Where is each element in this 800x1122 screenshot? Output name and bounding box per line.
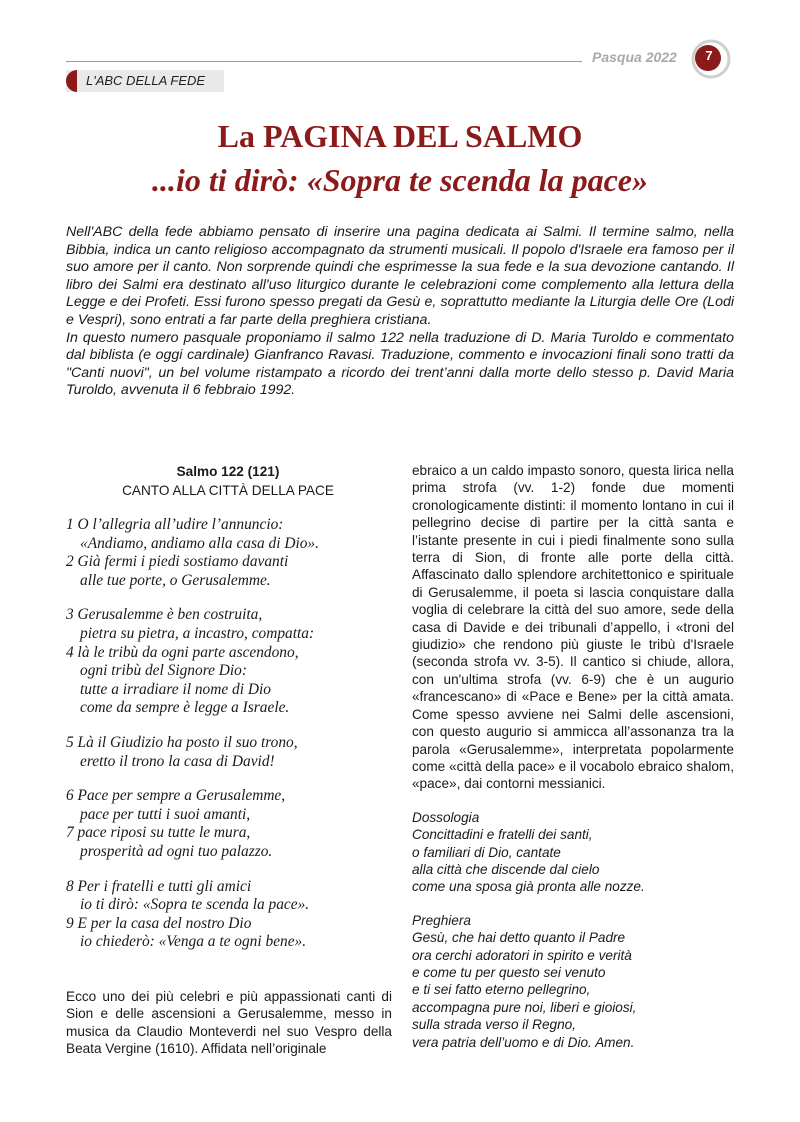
psalm-line: alle tue porte, o Gerusalemme.: [80, 571, 271, 589]
prayer-title: Preghiera: [412, 912, 471, 928]
issue-label: Pasqua 2022: [592, 49, 677, 65]
right-column: [412, 462, 734, 1051]
prayer-line: ora cerchi adoratori in spirito e verità: [412, 947, 632, 963]
section-label: L'ABC DELLA FEDE: [86, 73, 206, 88]
doxology: [412, 809, 734, 896]
doxology-line: alla città che discende dal cielo: [412, 861, 600, 877]
prayer-line: e come tu per questo sei venuto: [412, 964, 606, 980]
section-tab-marker: [66, 70, 77, 92]
stanza-gap: [66, 771, 396, 787]
doxology-line: come una sposa già pronta alle nozze.: [412, 879, 645, 895]
psalm-line: 2 Già fermi i piedi sostiamo davanti: [66, 553, 289, 571]
prayer: [412, 912, 734, 1051]
prayer-line: e ti sei fatto eterno pellegrino,: [412, 982, 591, 998]
psalm-subheading: CANTO ALLA CITTÀ DELLA PACE: [122, 483, 334, 498]
psalm-heading: Salmo 122 (121): [176, 464, 280, 479]
doxology-line: o familiari di Dio, cantate: [412, 844, 561, 860]
psalm-text: [66, 516, 396, 952]
prayer-line: Gesù, che hai detto quanto il Padre: [412, 930, 626, 946]
psalm-line: eretto il trono la casa di David!: [80, 752, 275, 770]
psalm-line: 7 pace riposi su tutte le mura,: [66, 824, 251, 842]
psalm-line: 4 là le tribù da ogni parte ascendono,: [66, 643, 299, 661]
psalm-line: 5 Là il Giudizio ha posto il suo trono,: [66, 733, 298, 751]
prayer-line: vera patria dell’uomo e di Dio. Amen.: [412, 1034, 635, 1050]
page-subtitle: ...io ti dirò: «Sopra te scenda la pace»: [152, 162, 648, 198]
commentary-continued: ebraico a un caldo impasto sonoro, questa lirica nella prima strofa (vv. 1-2) fonde due momenti cronologicamente distinti: il momento lontano in cui il pellegrino decise di partire per la città santa e l’istante presente in cui i piedi finalmente sono sulla terra di Sion, di fronte alle porte della città. Affascinato dallo splendore architettonico e spirituale di Gerusalemme, il poeta si lascia conquistare dalla voglia di celebrare la città del suo amore, sede della casa di Davide e dei tribunali d’appello, i «troni del giudizio» che rendono più giuste le tribù d'Israele (seconda strofa vv. 3-5). Il cantico si chiude, allora, con un'ultima strofa (vv. 6-9) che è un augurio «francescano» di «Pace e Bene» per la città amata. Come spesso avviene nei Salmi delle ascensioni, con questo augurio si ammicca all’assonanza tra la parola «Gerusalemme», interpretata popolarmente come «città della pace» e il vocabolo ebraico shalom, «pace», dai contorni messianici.: [412, 463, 734, 792]
psalm-line: tutte a irradiare il nome di Dio: [80, 680, 271, 698]
intro-paragraph: In questo numero pasquale proponiamo il salmo 122 nella traduzione di D. Maria Turoldo e commentato dal biblista (e oggi cardinale) Gianfranco Ravasi. Traduzione, commento e invocazioni finali sono tratti da "Canti nuovi", un bel volume ristampato a ricordo dei trent’anni dalla morte dello stesso p. David Maria Turoldo, avvenuta il 6 febbraio 1992.: [66, 329, 734, 399]
psalm-line: 8 Per i fratelli e tutti gli amici: [66, 877, 252, 895]
psalm-line: io ti dirò: «Sopra te scenda la pace».: [80, 896, 310, 914]
intro-paragraph: Nell'ABC della fede abbiamo pensato di inserire una pagina dedicata ai Salmi. Il termine salmo, nella Bibbia, indica un canto religioso accompagnato da strumenti musicali. Il popolo d'Israele era famoso per il suo amore per il canto. Non sorprende quindi che esprimesse la sua fede e la sua devozione cantando. Il libro dei Salmi era destinato all'uso liturgico durante le celebrazioni come complemento alla lettura della Legge e dei Profeti. Essi furono spesso pregati da Gesù e, soprattutto mediante la Liturgia delle Ore (Lodi e Vespri), sono entrati a far parte della preghiera cristiana.: [66, 224, 734, 328]
psalm-line: come da sempre è legge a Israele.: [80, 699, 290, 717]
doxology-line: Concittadini e fratelli dei santi,: [412, 827, 593, 843]
prayer-line: accompagna pure noi, liberi e gioiosi,: [412, 999, 637, 1015]
psalm-line: 9 E per la casa del nostro Dio: [66, 914, 252, 932]
stanza-gap: [66, 862, 396, 878]
psalm-line: 1 O l’allegria all’udire l’annuncio:: [66, 516, 284, 533]
page-number: 7: [705, 48, 713, 63]
psalm-line: io chiederò: «Venga a te ogni bene».: [80, 933, 307, 951]
psalm-line: 6 Pace per sempre a Gerusalemme,: [66, 787, 286, 805]
psalm-line: «Andiamo, andiamo alla casa di Dio».: [80, 534, 319, 552]
stanza-gap: [66, 590, 396, 606]
intro-text: [66, 224, 734, 400]
psalm-line: 3 Gerusalemme è ben costruita,: [66, 606, 263, 624]
psalm-line: prosperità ad ogni tuo palazzo.: [80, 842, 273, 860]
psalm-heading-block: [66, 462, 390, 500]
page-title: La PAGINA DEL SALMO: [217, 118, 583, 154]
doxology-title: Dossologia: [412, 809, 480, 825]
psalm-line: pace per tutti i suoi amanti,: [80, 805, 251, 823]
prayer-line: sulla strada verso il Regno,: [412, 1017, 576, 1033]
psalm-line: pietra su pietra, a incastro, compatta:: [80, 624, 315, 642]
commentary-start: Ecco uno dei più celebri e più appassionati canti di Sion e delle ascensioni a Gerusalemme, messo in musica da Claudio Monteverdi nel suo Vespro della Beata Vergine (1610). Affidata nell’originale: [66, 989, 392, 1057]
section-tab: [66, 70, 224, 92]
header-rule: [66, 61, 582, 62]
psalm-line: ogni tribù del Signore Dio:: [80, 662, 248, 680]
stanza-gap: [66, 718, 396, 734]
